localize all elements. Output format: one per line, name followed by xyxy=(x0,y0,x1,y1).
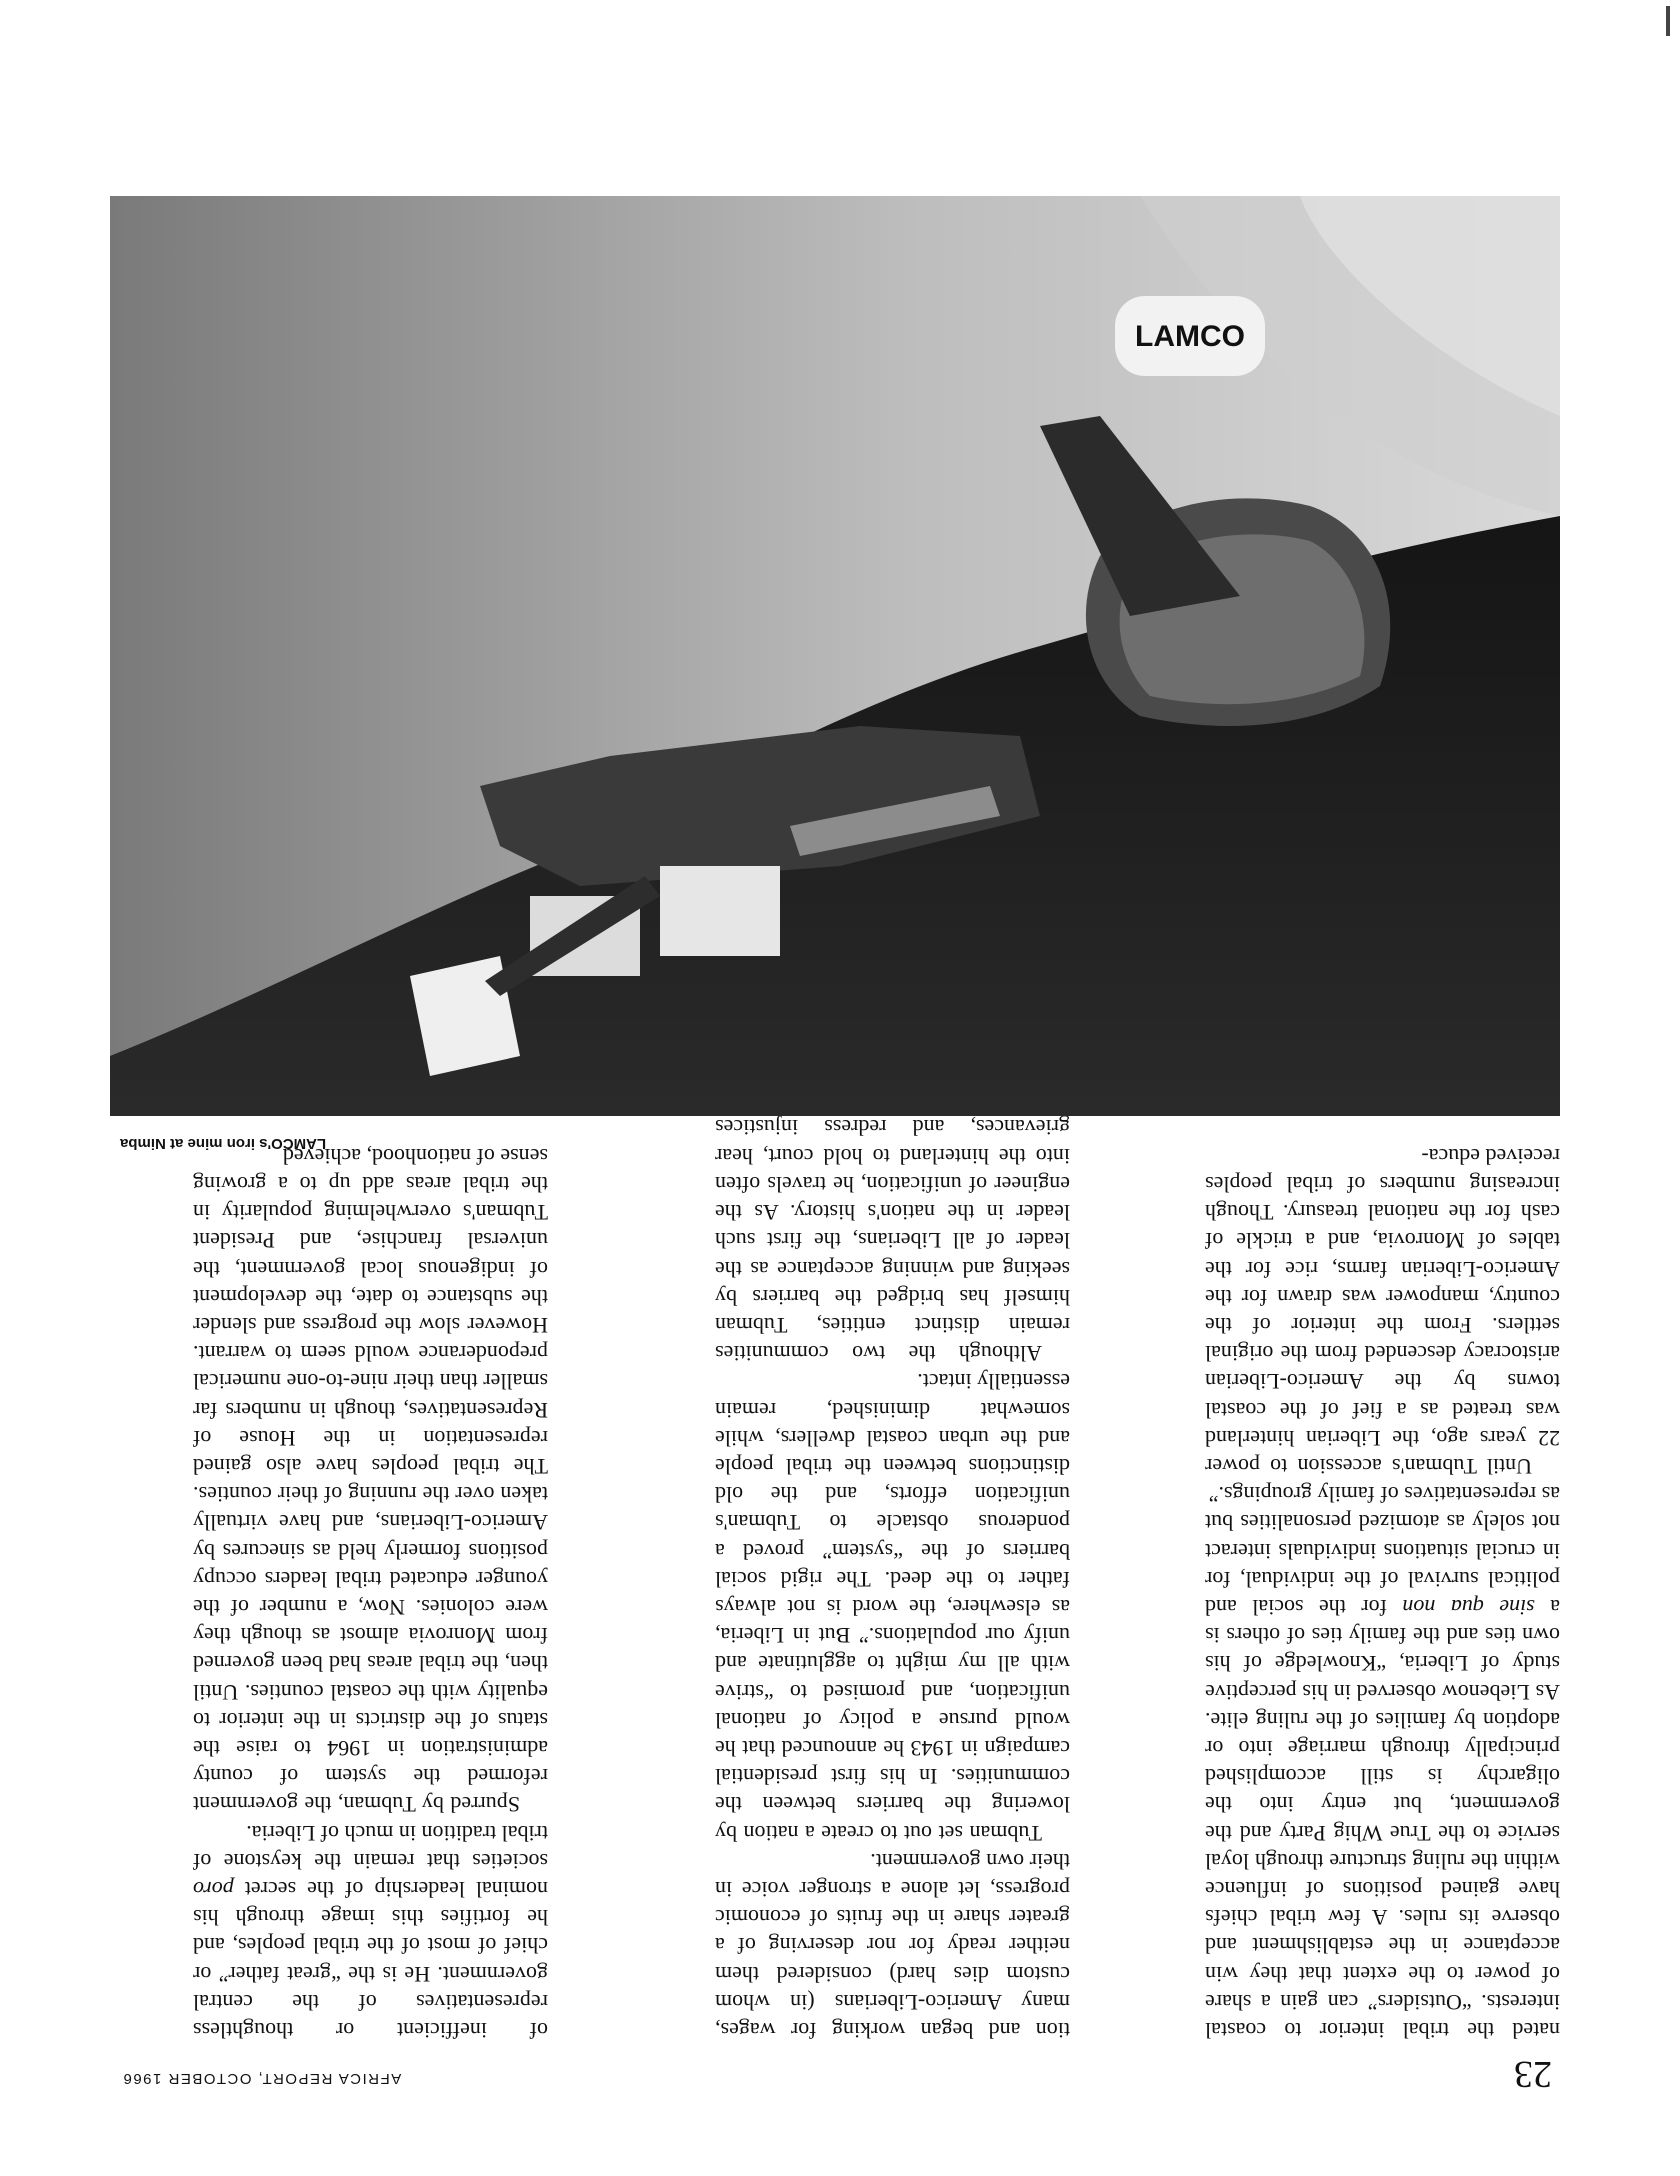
paragraph: tion and began working for wages, many Americo-Liberians (in whom custom dies hard) considered them neither ready for nor deserving of a greater share in the fruits of economic progress, let alone a stronger voice in their own government. xyxy=(715,1848,1070,2043)
text-column-3 xyxy=(193,1142,548,2045)
text-column-2 xyxy=(715,1085,1070,2044)
page-number: 23 xyxy=(1514,2053,1552,2095)
mine-photograph-drawing xyxy=(110,196,1560,1116)
paragraph: Tubman set out to create a nation by lowering the barriers between the communities. In his first presidential campaign in 1943 he announced that he would pursue a policy of national unification, and promised to “strive with all my might to agglutinate and unify our populations.” But in Liberia, as elsewhere, the word is not always father to the deed. The rigid social barriers of the “system” proved a ponderous obstacle to Tubman's unification efforts, and the old distinctions between the tribal people and the urban coastal dwellers, while somewhat diminished, remain essentially intact. xyxy=(715,1369,1070,1846)
paragraph: Although the two communities remain distinct entities, Tubman himself has bridged the barriers by seeking and winning acceptance as the leader of all Liberians, the first such leader in the nation's history. As the engineer of unification, he travels often into the hinterland to hold court, hear grievances, and redress injustices xyxy=(715,1115,1070,1367)
truck-logo-text: LAMCO xyxy=(1135,320,1245,353)
text-column-1 xyxy=(1205,1142,1560,2045)
excavator-cab xyxy=(660,866,780,956)
scan-edge-mark xyxy=(1666,6,1670,36)
latin-phrase: sine qua non xyxy=(1402,1594,1535,1620)
journal-running-title: AFRICA REPORT, OCTOBER 1966 xyxy=(122,2070,402,2087)
mine-photograph xyxy=(110,196,1560,1116)
paragraph-text: nated the tribal interior to coastal interests. “Outsiders” can gain a share of power to the extent that they win acceptance in the establishment and observe its rules. A few tribal chiefs have gained positions of influence within the ruling structure through loyal service to the True Whig Party and the government, but entry into the oligarchy is still accomplished principally through marriage into or adoption by families of the ruling elite. As Liebenow observed in his perceptive study of Liberia, “Knowledge of his own ties and the family ties of others is a xyxy=(1205,1594,1560,2043)
paragraph: Spurred by Tubman, the government reformed the system of county administration in 1964 to raise the status of the districts in the interior to equality with the coastal counties. Until then, the tribal areas had been governed from Monrovia almost as though they were colonies. Now, a number of the younger educated tribal leaders occupy positions formerly held as sinecures by Americo-Liberians, and have virtually taken over the running of their counties. The tribal peoples have also gained representation in the House of Representatives, though in numbers far smaller than their nine-to-one numerical preponderance would seem to warrant. However slow the progress and slender the substance to date, the development of indigenous local government, the universal franchise, and President Tubman's overwhelming popularity in the tribal areas add up to a growing sense of nationhood, achieved xyxy=(193,1143,548,1818)
paragraph-text: for the social and political survival of the individual, for in crucial situations individuals interact not solely as atomized personalities but as representatives of family groupings.” xyxy=(1205,1482,1560,1620)
italic-term: poro xyxy=(193,1876,234,1902)
paragraph xyxy=(1205,1480,1560,2044)
paragraph xyxy=(193,1818,548,2044)
paragraph-text: of inefficient or thoughtless representatives of the central government. He is the “great father” or chief of most of the tribal peoples, and he fortifies this image through his nominal leadership of the secret xyxy=(193,1876,548,2043)
paragraph-text: societies that remain the keystone of tribal tradition in much of Liberia. xyxy=(193,1820,548,1874)
running-header xyxy=(122,2054,1552,2094)
paragraph: Until Tubman's accession to power 22 years ago, the Liberian hinterland was treated as a fief of the coastal towns by the Americo-Liberian aristocracy descended from the original settlers. From the interior of the country, manpower was drawn for the Americo-Liberian farms, rice for the tables of Monrovia, and a trickle of cash for the national treasury. Though increasing numbers of tribal peoples received educa- xyxy=(1205,1143,1560,1479)
photo-caption: LAMCO's iron mine at Nimba xyxy=(120,1135,327,1152)
